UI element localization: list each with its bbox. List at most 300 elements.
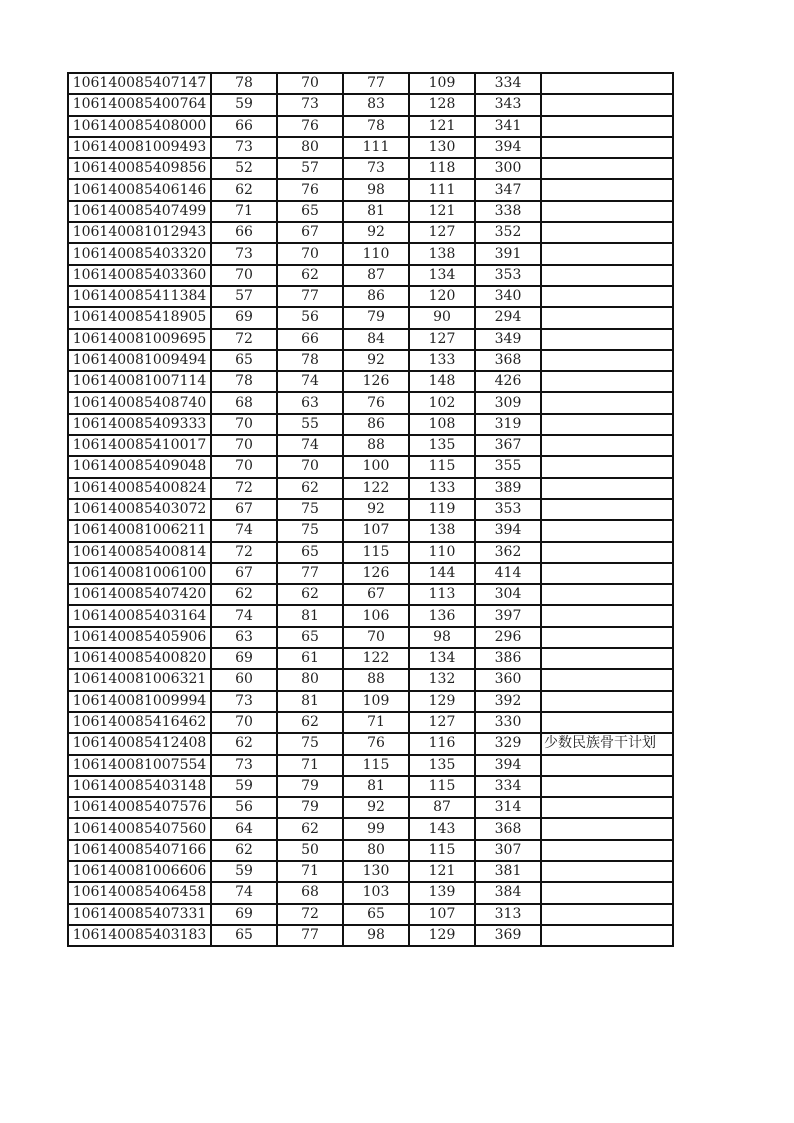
score4-cell: 138 — [409, 243, 475, 264]
table-row — [68, 691, 673, 712]
total-score-cell: 340 — [475, 286, 541, 307]
total-score-cell: 384 — [475, 882, 541, 903]
score2-cell: 77 — [277, 286, 343, 307]
score3-cell: 87 — [343, 265, 409, 286]
score1-cell: 68 — [211, 392, 277, 413]
score2-cell: 57 — [277, 158, 343, 179]
note-cell — [541, 414, 673, 435]
score2-cell: 62 — [277, 584, 343, 605]
total-score-cell: 355 — [475, 456, 541, 477]
score4-cell: 129 — [409, 691, 475, 712]
note-cell — [541, 307, 673, 328]
total-score-cell: 368 — [475, 818, 541, 839]
score1-cell: 69 — [211, 307, 277, 328]
note-cell — [541, 137, 673, 158]
note-cell — [541, 882, 673, 903]
score4-cell: 121 — [409, 201, 475, 222]
candidate-id-cell: 106140081007114 — [68, 371, 211, 392]
table-row — [68, 712, 673, 733]
score4-cell: 121 — [409, 861, 475, 882]
score2-cell: 65 — [277, 542, 343, 563]
note-cell — [541, 691, 673, 712]
note-cell — [541, 648, 673, 669]
score4-cell: 132 — [409, 669, 475, 690]
score1-cell: 73 — [211, 755, 277, 776]
score1-cell: 65 — [211, 350, 277, 371]
table-row — [68, 776, 673, 797]
score-table-body — [68, 73, 673, 946]
score3-cell: 86 — [343, 414, 409, 435]
table-row — [68, 648, 673, 669]
score2-cell: 63 — [277, 392, 343, 413]
score2-cell: 74 — [277, 435, 343, 456]
score3-cell: 98 — [343, 925, 409, 946]
score1-cell: 70 — [211, 265, 277, 286]
candidate-id-cell: 106140085400824 — [68, 478, 211, 499]
score2-cell: 66 — [277, 329, 343, 350]
candidate-id-cell: 106140081006606 — [68, 861, 211, 882]
note-cell — [541, 116, 673, 137]
candidate-id-cell: 106140085407576 — [68, 797, 211, 818]
score2-cell: 50 — [277, 840, 343, 861]
note-cell — [541, 371, 673, 392]
table-row — [68, 350, 673, 371]
candidate-id-cell: 106140085403164 — [68, 605, 211, 626]
total-score-cell: 296 — [475, 627, 541, 648]
score3-cell: 83 — [343, 94, 409, 115]
score4-cell: 138 — [409, 520, 475, 541]
score2-cell: 56 — [277, 307, 343, 328]
table-row — [68, 243, 673, 264]
total-score-cell: 304 — [475, 584, 541, 605]
score3-cell: 126 — [343, 371, 409, 392]
score3-cell: 65 — [343, 904, 409, 925]
table-row — [68, 94, 673, 115]
score3-cell: 92 — [343, 350, 409, 371]
note-cell — [541, 925, 673, 946]
total-score-cell: 334 — [475, 73, 541, 94]
note-cell — [541, 840, 673, 861]
note-cell — [541, 456, 673, 477]
table-row — [68, 797, 673, 818]
note-cell — [541, 797, 673, 818]
score2-cell: 70 — [277, 243, 343, 264]
score1-cell: 73 — [211, 137, 277, 158]
total-score-cell: 329 — [475, 733, 541, 754]
note-cell — [541, 201, 673, 222]
total-score-cell: 330 — [475, 712, 541, 733]
score3-cell: 81 — [343, 201, 409, 222]
candidate-id-cell: 106140085406458 — [68, 882, 211, 903]
total-score-cell: 309 — [475, 392, 541, 413]
score4-cell: 127 — [409, 712, 475, 733]
table-row — [68, 861, 673, 882]
table-row — [68, 882, 673, 903]
note-cell — [541, 179, 673, 200]
score4-cell: 134 — [409, 648, 475, 669]
candidate-id-cell: 106140085410017 — [68, 435, 211, 456]
score1-cell: 73 — [211, 243, 277, 264]
note-cell — [541, 563, 673, 584]
score2-cell: 71 — [277, 755, 343, 776]
table-row — [68, 818, 673, 839]
candidate-id-cell: 106140085407499 — [68, 201, 211, 222]
candidate-id-cell: 106140085409048 — [68, 456, 211, 477]
candidate-id-cell: 106140081009994 — [68, 691, 211, 712]
candidate-id-cell: 106140081009695 — [68, 329, 211, 350]
note-cell — [541, 818, 673, 839]
score4-cell: 115 — [409, 776, 475, 797]
table-row — [68, 563, 673, 584]
note-cell — [541, 478, 673, 499]
score1-cell: 59 — [211, 776, 277, 797]
note-cell — [541, 755, 673, 776]
score3-cell: 79 — [343, 307, 409, 328]
score2-cell: 77 — [277, 563, 343, 584]
table-row — [68, 733, 673, 754]
score4-cell: 136 — [409, 605, 475, 626]
total-score-cell: 349 — [475, 329, 541, 350]
score3-cell: 71 — [343, 712, 409, 733]
score4-cell: 120 — [409, 286, 475, 307]
total-score-cell: 313 — [475, 904, 541, 925]
score3-cell: 92 — [343, 797, 409, 818]
score1-cell: 62 — [211, 840, 277, 861]
note-cell — [541, 286, 673, 307]
score4-cell: 119 — [409, 499, 475, 520]
score3-cell: 88 — [343, 669, 409, 690]
score1-cell: 72 — [211, 542, 277, 563]
score1-cell: 65 — [211, 925, 277, 946]
score4-cell: 121 — [409, 116, 475, 137]
table-row — [68, 179, 673, 200]
score3-cell: 81 — [343, 776, 409, 797]
score2-cell: 76 — [277, 179, 343, 200]
score2-cell: 65 — [277, 201, 343, 222]
score3-cell: 109 — [343, 691, 409, 712]
score4-cell: 107 — [409, 904, 475, 925]
score3-cell: 110 — [343, 243, 409, 264]
note-cell — [541, 265, 673, 286]
score2-cell: 68 — [277, 882, 343, 903]
score1-cell: 52 — [211, 158, 277, 179]
candidate-id-cell: 106140085407420 — [68, 584, 211, 605]
score2-cell: 81 — [277, 605, 343, 626]
total-score-cell: 394 — [475, 520, 541, 541]
score2-cell: 79 — [277, 797, 343, 818]
table-row — [68, 669, 673, 690]
note-cell — [541, 776, 673, 797]
table-row — [68, 925, 673, 946]
score3-cell: 84 — [343, 329, 409, 350]
score2-cell: 62 — [277, 818, 343, 839]
note-cell — [541, 712, 673, 733]
candidate-id-cell: 106140085411384 — [68, 286, 211, 307]
score4-cell: 148 — [409, 371, 475, 392]
score4-cell: 90 — [409, 307, 475, 328]
candidate-id-cell: 106140085403320 — [68, 243, 211, 264]
table-row — [68, 329, 673, 350]
candidate-id-cell: 106140085400764 — [68, 94, 211, 115]
note-cell — [541, 669, 673, 690]
score4-cell: 127 — [409, 222, 475, 243]
score2-cell: 73 — [277, 94, 343, 115]
candidate-id-cell: 106140085407166 — [68, 840, 211, 861]
score3-cell: 106 — [343, 605, 409, 626]
score2-cell: 80 — [277, 137, 343, 158]
candidate-id-cell: 106140085406146 — [68, 179, 211, 200]
score1-cell: 73 — [211, 691, 277, 712]
table-row — [68, 414, 673, 435]
score4-cell: 127 — [409, 329, 475, 350]
score1-cell: 62 — [211, 584, 277, 605]
score2-cell: 55 — [277, 414, 343, 435]
note-cell — [541, 499, 673, 520]
score3-cell: 73 — [343, 158, 409, 179]
note-cell — [541, 904, 673, 925]
candidate-id-cell: 106140085400814 — [68, 542, 211, 563]
score1-cell: 69 — [211, 648, 277, 669]
score1-cell: 74 — [211, 605, 277, 626]
candidate-id-cell: 106140085403148 — [68, 776, 211, 797]
score2-cell: 72 — [277, 904, 343, 925]
score3-cell: 76 — [343, 392, 409, 413]
score3-cell: 99 — [343, 818, 409, 839]
score1-cell: 78 — [211, 73, 277, 94]
score3-cell: 77 — [343, 73, 409, 94]
score1-cell: 69 — [211, 904, 277, 925]
candidate-id-cell: 106140085407331 — [68, 904, 211, 925]
score1-cell: 70 — [211, 435, 277, 456]
total-score-cell: 391 — [475, 243, 541, 264]
score4-cell: 135 — [409, 435, 475, 456]
total-score-cell: 341 — [475, 116, 541, 137]
note-cell — [541, 392, 673, 413]
score3-cell: 67 — [343, 584, 409, 605]
total-score-cell: 319 — [475, 414, 541, 435]
table-row — [68, 265, 673, 286]
table-row — [68, 116, 673, 137]
score2-cell: 75 — [277, 520, 343, 541]
score1-cell: 59 — [211, 94, 277, 115]
score2-cell: 79 — [277, 776, 343, 797]
score1-cell: 62 — [211, 179, 277, 200]
note-cell — [541, 350, 673, 371]
score2-cell: 75 — [277, 733, 343, 754]
candidate-id-cell: 106140081006321 — [68, 669, 211, 690]
total-score-cell: 394 — [475, 755, 541, 776]
score4-cell: 134 — [409, 265, 475, 286]
score4-cell: 139 — [409, 882, 475, 903]
candidate-id-cell: 106140085405906 — [68, 627, 211, 648]
score1-cell: 57 — [211, 286, 277, 307]
score2-cell: 76 — [277, 116, 343, 137]
candidate-id-cell: 106140085416462 — [68, 712, 211, 733]
score2-cell: 80 — [277, 669, 343, 690]
total-score-cell: 368 — [475, 350, 541, 371]
score-table — [67, 72, 674, 947]
note-cell — [541, 435, 673, 456]
score2-cell: 70 — [277, 456, 343, 477]
table-row — [68, 840, 673, 861]
score1-cell: 62 — [211, 733, 277, 754]
score1-cell: 66 — [211, 222, 277, 243]
score3-cell: 88 — [343, 435, 409, 456]
score2-cell: 70 — [277, 73, 343, 94]
total-score-cell: 414 — [475, 563, 541, 584]
score1-cell: 66 — [211, 116, 277, 137]
candidate-id-cell: 106140085400820 — [68, 648, 211, 669]
score2-cell: 62 — [277, 712, 343, 733]
total-score-cell: 360 — [475, 669, 541, 690]
table-row — [68, 520, 673, 541]
score2-cell: 65 — [277, 627, 343, 648]
score2-cell: 71 — [277, 861, 343, 882]
score1-cell: 56 — [211, 797, 277, 818]
score3-cell: 130 — [343, 861, 409, 882]
total-score-cell: 394 — [475, 137, 541, 158]
score3-cell: 92 — [343, 499, 409, 520]
score3-cell: 107 — [343, 520, 409, 541]
note-cell — [541, 329, 673, 350]
score2-cell: 74 — [277, 371, 343, 392]
candidate-id-cell: 106140081006211 — [68, 520, 211, 541]
score4-cell: 143 — [409, 818, 475, 839]
candidate-id-cell: 106140085408740 — [68, 392, 211, 413]
total-score-cell: 381 — [475, 861, 541, 882]
table-row — [68, 478, 673, 499]
score3-cell: 70 — [343, 627, 409, 648]
score3-cell: 92 — [343, 222, 409, 243]
candidate-id-cell: 106140085403183 — [68, 925, 211, 946]
candidate-id-cell: 106140085412408 — [68, 733, 211, 754]
score1-cell: 74 — [211, 520, 277, 541]
candidate-id-cell: 106140085403072 — [68, 499, 211, 520]
score4-cell: 98 — [409, 627, 475, 648]
score3-cell: 122 — [343, 648, 409, 669]
score4-cell: 135 — [409, 755, 475, 776]
total-score-cell: 334 — [475, 776, 541, 797]
score4-cell: 110 — [409, 542, 475, 563]
score3-cell: 115 — [343, 755, 409, 776]
score3-cell: 78 — [343, 116, 409, 137]
score1-cell: 70 — [211, 456, 277, 477]
score4-cell: 111 — [409, 179, 475, 200]
score2-cell: 61 — [277, 648, 343, 669]
score3-cell: 122 — [343, 478, 409, 499]
note-cell — [541, 861, 673, 882]
candidate-id-cell: 106140085403360 — [68, 265, 211, 286]
score3-cell: 115 — [343, 542, 409, 563]
score4-cell: 115 — [409, 456, 475, 477]
total-score-cell: 353 — [475, 265, 541, 286]
score1-cell: 70 — [211, 712, 277, 733]
total-score-cell: 389 — [475, 478, 541, 499]
table-row — [68, 137, 673, 158]
score4-cell: 118 — [409, 158, 475, 179]
note-cell — [541, 222, 673, 243]
table-row — [68, 307, 673, 328]
note-cell — [541, 243, 673, 264]
total-score-cell: 347 — [475, 179, 541, 200]
note-cell — [541, 158, 673, 179]
candidate-id-cell: 106140085407560 — [68, 818, 211, 839]
table-row — [68, 904, 673, 925]
score3-cell: 126 — [343, 563, 409, 584]
score4-cell: 108 — [409, 414, 475, 435]
note-cell — [541, 584, 673, 605]
candidate-id-cell: 106140085408000 — [68, 116, 211, 137]
total-score-cell: 307 — [475, 840, 541, 861]
note-cell: 少数民族骨干计划 — [541, 733, 673, 754]
score3-cell: 86 — [343, 286, 409, 307]
score1-cell: 78 — [211, 371, 277, 392]
candidate-id-cell: 106140081009494 — [68, 350, 211, 371]
score4-cell: 133 — [409, 478, 475, 499]
score4-cell: 87 — [409, 797, 475, 818]
score4-cell: 115 — [409, 840, 475, 861]
total-score-cell: 386 — [475, 648, 541, 669]
score1-cell: 72 — [211, 478, 277, 499]
table-row — [68, 435, 673, 456]
note-cell — [541, 73, 673, 94]
score3-cell: 111 — [343, 137, 409, 158]
total-score-cell: 300 — [475, 158, 541, 179]
score3-cell: 100 — [343, 456, 409, 477]
score4-cell: 133 — [409, 350, 475, 371]
table-row — [68, 201, 673, 222]
total-score-cell: 352 — [475, 222, 541, 243]
score4-cell: 129 — [409, 925, 475, 946]
total-score-cell: 314 — [475, 797, 541, 818]
total-score-cell: 343 — [475, 94, 541, 115]
score4-cell: 116 — [409, 733, 475, 754]
score1-cell: 64 — [211, 818, 277, 839]
score4-cell: 109 — [409, 73, 475, 94]
score1-cell: 70 — [211, 414, 277, 435]
score1-cell: 74 — [211, 882, 277, 903]
score4-cell: 144 — [409, 563, 475, 584]
total-score-cell: 426 — [475, 371, 541, 392]
score2-cell: 78 — [277, 350, 343, 371]
score4-cell: 128 — [409, 94, 475, 115]
score3-cell: 76 — [343, 733, 409, 754]
score3-cell: 98 — [343, 179, 409, 200]
score1-cell: 63 — [211, 627, 277, 648]
note-cell — [541, 627, 673, 648]
table-row — [68, 542, 673, 563]
candidate-id-cell: 106140081009493 — [68, 137, 211, 158]
score4-cell: 102 — [409, 392, 475, 413]
score1-cell: 72 — [211, 329, 277, 350]
total-score-cell: 397 — [475, 605, 541, 626]
score1-cell: 59 — [211, 861, 277, 882]
score1-cell: 60 — [211, 669, 277, 690]
note-cell — [541, 520, 673, 541]
table-row — [68, 222, 673, 243]
score2-cell: 77 — [277, 925, 343, 946]
score4-cell: 113 — [409, 584, 475, 605]
candidate-id-cell: 106140081007554 — [68, 755, 211, 776]
total-score-cell: 338 — [475, 201, 541, 222]
table-row — [68, 286, 673, 307]
note-cell — [541, 542, 673, 563]
score3-cell: 103 — [343, 882, 409, 903]
score2-cell: 62 — [277, 478, 343, 499]
table-row — [68, 392, 673, 413]
total-score-cell: 353 — [475, 499, 541, 520]
candidate-id-cell: 106140081012943 — [68, 222, 211, 243]
